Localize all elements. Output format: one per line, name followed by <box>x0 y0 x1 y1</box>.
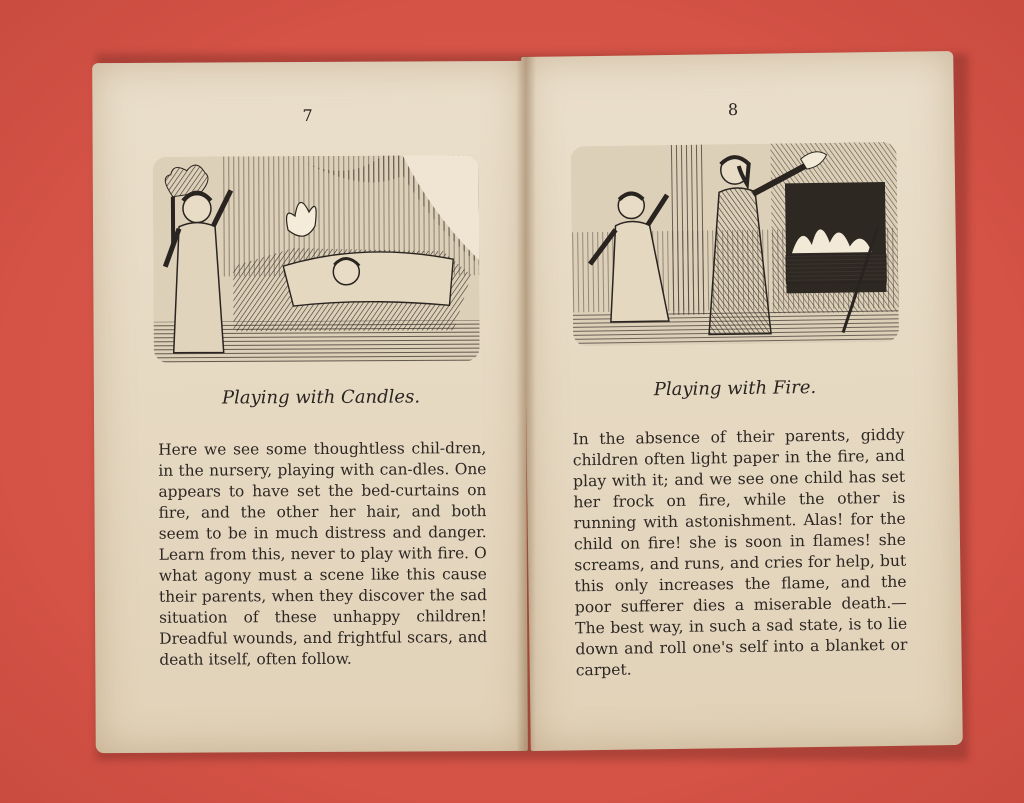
caption-right: Playing with Fire. <box>653 376 817 401</box>
paragraph-left: Here we see some thoughtless chil-dren, in the nursery, playing with can-dles. One appears to have set the bed-curtains on fire, and the other her hair, and both seem to be in much distress and danger. Learn from this, never to play with fire. O what agony must a scene like this cause their parents, when they discover the sad situation of these unhappy children! Dreadful wounds, and frightful scars, and death itself, often follow. <box>158 439 488 669</box>
right-page <box>521 51 963 751</box>
candles-engraving-icon <box>153 155 480 363</box>
caption-left: Playing with Candles. <box>221 386 421 409</box>
page-number-right: 8 <box>727 100 739 120</box>
page-number-left: 7 <box>302 105 313 126</box>
book-gutter <box>516 56 536 752</box>
fire-engraving-icon <box>570 142 899 347</box>
left-page <box>92 61 528 753</box>
paragraph-right: In the absence of their parents, giddy children often light paper in the fire, and play with it; and we see one child has set her frock on fire, while the other is running with astonishment. Alas! for the child on fire! she is soon in flames! she screams, and runs, and cries for help, but this only increases the flame, and the poor sufferer dies a miserable death.—The best way, in such a sad state, is to lie down and roll one's self into a blanket or carpet. <box>572 425 908 680</box>
children-with-fire-illustration <box>570 142 899 347</box>
children-with-candles-illustration <box>153 155 480 363</box>
